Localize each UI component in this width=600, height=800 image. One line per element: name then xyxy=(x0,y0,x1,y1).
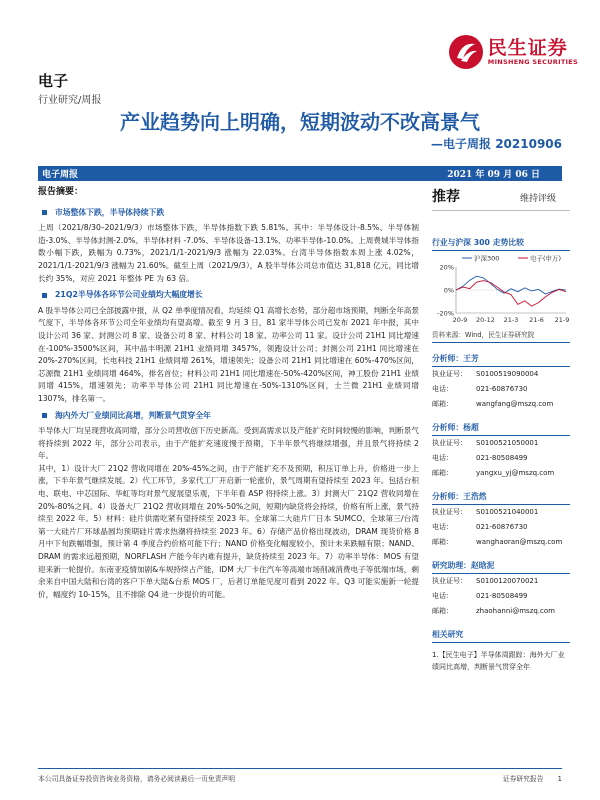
y-tick-label: 0% xyxy=(443,286,454,295)
analyst-name: 分析师：王芳 xyxy=(432,353,570,367)
x-tick-label: 21-9 xyxy=(554,316,570,324)
report-subtitle: —电子周报 20210906 xyxy=(431,137,562,151)
analyst-contact-row xyxy=(432,574,570,589)
square-bullet-icon xyxy=(42,293,47,298)
analyst-block xyxy=(432,422,570,481)
section-title: 21Q2半导体各环节公司业绩均大幅度增长 xyxy=(55,290,203,300)
section-heading xyxy=(38,289,419,302)
section-paragraph: 半导体大厂均呈现营收高同增，部分公司营收创下历史新高。受到高需求以及产能扩充时间较慢的影响，判断景气将持续到 2022 年，部分公司表示，由于产能扩充速度慢于预期，下半年景气将继续增强，并且景气将持续 2 年。 xyxy=(38,426,419,461)
analyst-contact-row xyxy=(432,397,570,412)
contact-value: S0100521040001 xyxy=(476,508,539,516)
analyst-contact-row xyxy=(432,505,570,520)
analyst-contact-row xyxy=(432,451,570,466)
legend-label: 沪深300 xyxy=(474,254,500,263)
brand-name-en: MINSHENG SECURITIES xyxy=(487,58,578,66)
legend-label: 电子(申万) xyxy=(530,254,562,263)
analyst-name: 分析师：杨超 xyxy=(432,422,570,436)
analyst-name: 研究助理：赵晗泥 xyxy=(432,560,570,574)
contact-value[interactable]: wangfang@mszq.com xyxy=(476,400,554,408)
contact-key: 执业证号： xyxy=(432,370,467,378)
analyst-contact-row xyxy=(432,604,570,619)
contact-value: S0100519090004 xyxy=(476,370,539,378)
contact-value[interactable]: wanghaoran@mszq.com xyxy=(476,538,563,546)
contact-value: 021-80508499 xyxy=(476,592,528,600)
section-heading xyxy=(38,410,419,423)
x-tick-label: 20-12 xyxy=(476,316,495,324)
analyst-block xyxy=(432,491,570,550)
analyst-contact-row xyxy=(432,589,570,604)
sector-label: 电子 xyxy=(38,72,69,90)
contact-value: S0100120070021 xyxy=(476,577,539,585)
contact-value: 021-60876730 xyxy=(476,385,528,393)
section-title: 海内外大厂业绩同比高增，判断景气贯穿全年 xyxy=(55,410,211,420)
analyst-contact-row xyxy=(432,367,570,382)
rating-label: 推荐 xyxy=(432,189,460,205)
series-line-0 xyxy=(456,276,566,294)
report-title: 产业趋势向上明确，短期波动不改高景气 xyxy=(120,110,480,134)
summary-heading: 报告摘要： xyxy=(38,187,84,197)
x-tick-label: 21-6 xyxy=(529,316,544,324)
analyst-contact-row xyxy=(432,382,570,397)
square-bullet-icon xyxy=(42,210,47,215)
contact-value[interactable]: yangxu_yj@mszq.com xyxy=(476,469,555,477)
sidebar-column xyxy=(432,186,570,673)
y-tick-label: -20% xyxy=(437,309,454,318)
analyst-contact-row xyxy=(432,535,570,550)
section-title: 市场整体下跌，半导体持续下跌 xyxy=(55,207,165,217)
contact-key: 执业证号： xyxy=(432,508,467,516)
y-tick-label: 20% xyxy=(439,263,454,272)
section-paragraph: 上周（2021/8/30–2021/9/3）市场整体下跌，半导体指数下跌 5.81%。其中：半导体设计-8.5%、半导体制造-3.0%、半导体封测-2.0%、半导体材料 -7.0%、半导体设备-13.1%、功率半导体-10.0%。上周费城半导体指数小幅下跌，跌幅为 0.73%，2021/1/1-2021/9/3 涨幅为 22.03%。台湾半导体指数本周上涨 4.02%，2021/1/1-2021/9/3 涨幅为 21.60%。截至上周（2021/9/3），A 股半导体公司总市值达 31,818 亿元，同比增长约 35%，对应 2021 年整体 PE 为 63 倍。 xyxy=(38,223,419,283)
related-item[interactable]: 1.【民生电子】半导体周跟踪：海外大厂业绩同比高增，判断景气贯穿全年 xyxy=(432,651,565,671)
summary-column xyxy=(38,186,419,601)
contact-key: 执业证号： xyxy=(432,577,467,585)
contact-key: 电话： xyxy=(432,385,453,393)
contact-key: 电话： xyxy=(432,592,453,600)
analyst-block xyxy=(432,560,570,619)
analyst-block xyxy=(432,353,570,412)
related-research xyxy=(432,629,570,673)
contact-key: 电话： xyxy=(432,523,453,531)
contact-key: 邮箱： xyxy=(432,538,453,546)
contact-key: 邮箱： xyxy=(432,469,453,477)
footer-label: 证券研究报告 xyxy=(502,775,544,783)
bar-series-label: 电子周报 xyxy=(42,170,79,180)
rating-box xyxy=(432,186,570,211)
analyst-contact-row xyxy=(432,466,570,481)
contact-key: 邮箱： xyxy=(432,607,453,615)
rating-value: 维持评级 xyxy=(519,194,556,204)
doc-type-label: 行业研究/周报 xyxy=(38,95,102,106)
analyst-contact-row xyxy=(432,520,570,535)
section-paragraph: A 股半导体公司已全部披露中报，从 Q2 单季度情况看，均延续 Q1 高增长态势，部分超市场预期，判断全年高景气度下，半导体各环节公司全年业绩均有望高增。截至 9 月 3 日，81 家半导体公司已发布 2021 年中报，其中设计公司 36 家、封测公司 8 家、设备公司 8 家、材料公司 18 家、功率公司 11 家。设计公司 21H1 同比增速在-100%-3500%区间，其中晶丰明源 21H1 业绩同增 3457%，领跑设计公司；封测公司 21H1 同比增速在 20%-270%区间，长电科技 21H1 业绩同增 261%，增速领先；设备公司 21H1 同比增速在 60%-470%区间，芯源微 21H1 业绩同增 464%，排名首位；材料公司 21H1 同比增速在-50%-420%区间，神工股份 21H1 业绩同增 415%，增速领先；功率半导体公司 21H1 同比增速在-50%-1310%区间，士兰微 21H1 业绩同增 1307%，排名第一。 xyxy=(38,305,419,403)
trend-chart xyxy=(432,253,570,325)
x-tick-label: 21-3 xyxy=(503,316,519,324)
section-heading xyxy=(38,207,419,220)
x-tick-label: 20-9 xyxy=(452,316,468,324)
analyst-contact-row xyxy=(432,436,570,451)
contact-value[interactable]: zhaohanni@mszq.com xyxy=(476,607,555,615)
page-footer xyxy=(38,768,562,783)
analyst-name: 分析师：王浩然 xyxy=(432,491,570,505)
brand-logo xyxy=(448,34,578,70)
contact-value: 021-80508499 xyxy=(476,454,528,462)
series-line-1 xyxy=(456,281,566,307)
related-title: 相关研究 xyxy=(432,629,570,643)
contact-value: 021-60876730 xyxy=(476,523,528,531)
contact-key: 电话： xyxy=(432,454,453,462)
contact-value: S0100521050001 xyxy=(476,439,539,447)
chart-source: 资料来源：Wind，民生证券研究院 xyxy=(432,329,570,343)
contact-key: 邮箱： xyxy=(432,400,453,408)
footer-disclaimer: 本公司具备证券投资咨询业务资格，请务必阅读最后一页免责声明 xyxy=(38,775,236,783)
minsheng-logo-icon xyxy=(448,34,484,70)
contact-key: 执业证号： xyxy=(432,439,467,447)
title-bar xyxy=(38,166,562,181)
page-number: 1 xyxy=(557,775,562,783)
chart-title: 行业与沪深 300 走势比较 xyxy=(432,237,570,251)
report-date: 2021 年 09 月 06 日 xyxy=(447,170,540,180)
square-bullet-icon xyxy=(42,413,47,418)
brand-name-cn: 民生证券 xyxy=(487,37,568,59)
section-paragraph: 其中，1）设计大厂 21Q2 营收同增在 20%-45%之间，由于产能扩充不及预期，积压订单上升，价格进一步上涨，下半年景气继续发展。2）代工环节，多家代工厂开启新一轮涨价，景气周期有望持续至 2023 年。包括台积电、联电、中芯国际、华虹等均对景气度展望乐观，下半年看 ASP 将持续上涨。3）封测大厂 21Q2 营收同增在 20%-80%之间。4）设备大厂 21Q2 营收同增在 20%-50%之间，短期内缺货将会持续，价格有所上涨，景气持续至 2022 年。5）材料：硅片供需吃紧有望持续至 2023 年。全球第二大硅片厂日本 SUMCO、全球第三/台湾第一大硅片厂环球晶圆均预期硅片需求热潮将持续至 2023 年。6）存储产品价格出现波动，DRAM 现货价格 8 月中下旬跌幅增强，预计第 4 季度合约价格可能下行；NAND 价格变化幅度较小，预计未来跌幅有限；NAND、DRAM 的需求远超预期，NORFLASH 产能今年内难有提升，缺货持续至 2023 年。7）功率半导体：MOS 有望迎来新一轮提价。东南亚疫情加剧&车规持续占产能，IDM 大厂卡住汽车等高端市场削减消费电子等低端市场，剩余来自中国大陆和台湾的客户下单大陆&台系 MOS 厂，后者订单能见度可看到 2022 年。Q3 可能实施新一轮提价，幅度约 10-15%，且不排除 Q4 进一步提价的可能。 xyxy=(38,463,419,599)
